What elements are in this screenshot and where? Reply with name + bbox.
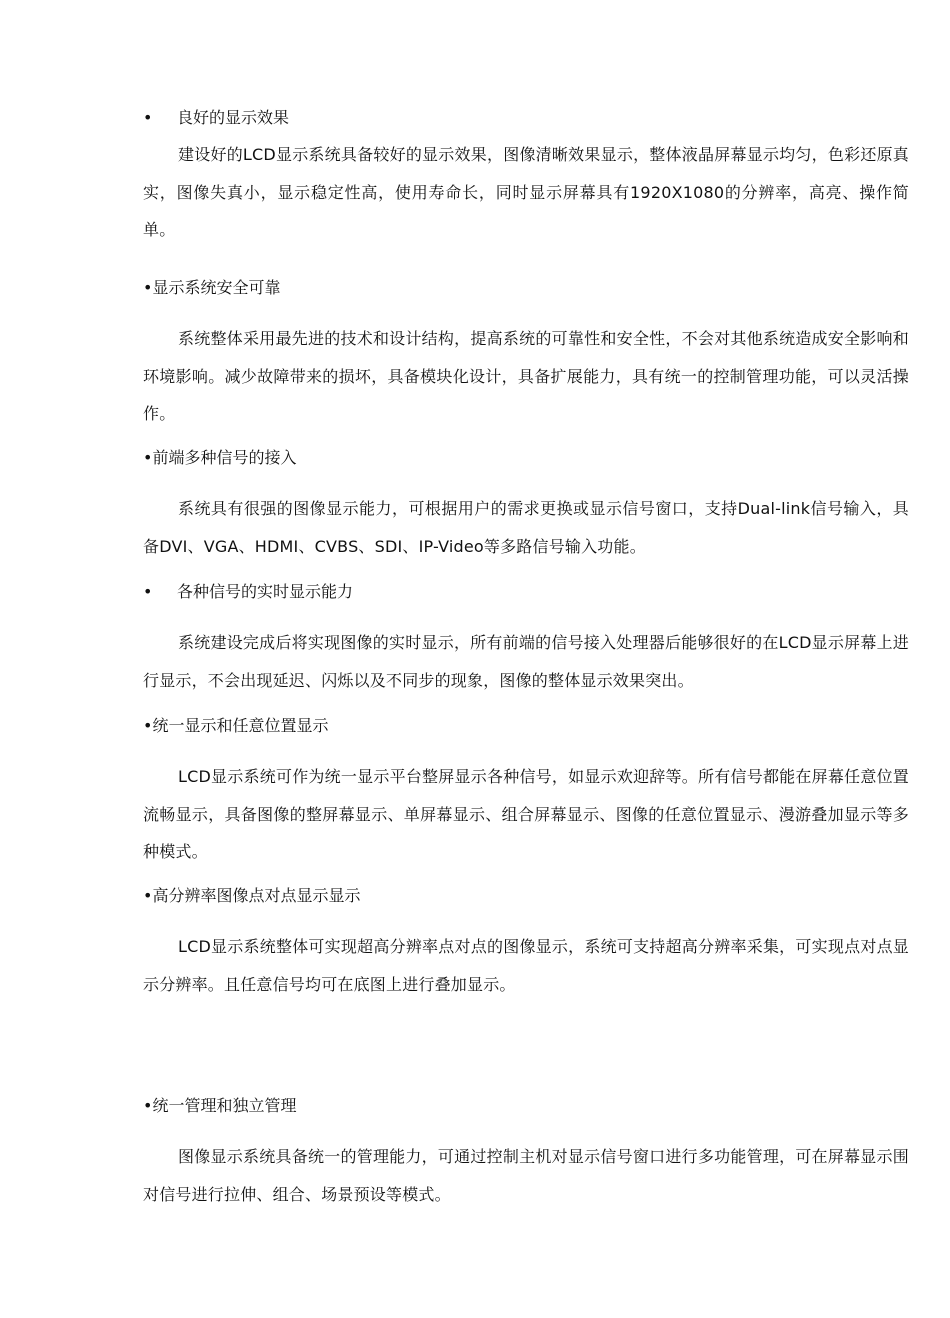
section-body: 系统具有很强的图像显示能力，可根据用户的需求更换或显示信号窗口，支持Dual-link信号输入，具备DVI、VGA、HDMI、CVBS、SDI、IP-Video等多路信号输入功能。 [143, 499, 909, 556]
section-unified-display [143, 714, 909, 871]
bullet-icon: • [143, 716, 153, 735]
section-heading [143, 714, 909, 738]
heading-text: 前端多种信号的接入 [152, 448, 297, 467]
section-body: 图像显示系统具备统一的管理能力，可通过控制主机对显示信号窗口进行多功能管理，可在屏幕显示围对信号进行拉伸、组合、场景预设等模式。 [143, 1147, 909, 1204]
bullet-icon: • [143, 278, 153, 297]
section-safe-reliable [143, 276, 909, 433]
bullet-icon: • [143, 108, 153, 127]
bullet-icon: • [143, 1096, 153, 1115]
section-good-display [143, 106, 909, 249]
bullet-icon: • [143, 448, 153, 467]
section-heading [143, 580, 909, 604]
heading-text: 各种信号的实时显示能力 [177, 582, 354, 601]
section-signal-input [143, 446, 909, 565]
section-high-resolution [143, 884, 909, 1003]
section-heading [143, 106, 909, 130]
section-body: LCD显示系统可作为统一显示平台整屏显示各种信号，如显示欢迎辞等。所有信号都能在屏幕任意位置流畅显示，具备图像的整屏幕显示、单屏幕显示、组合屏幕显示、图像的任意位置显示、漫游叠加显示等多种模式。 [143, 767, 909, 861]
heading-text: 显示系统安全可靠 [152, 278, 281, 297]
heading-text: 统一管理和独立管理 [152, 1096, 297, 1115]
section-heading [143, 276, 909, 300]
heading-text: 良好的显示效果 [177, 108, 290, 127]
section-heading [143, 446, 909, 470]
bullet-icon: • [143, 886, 153, 905]
section-realtime-display [143, 580, 909, 699]
heading-text: 统一显示和任意位置显示 [152, 716, 329, 735]
section-body: 系统建设完成后将实现图像的实时显示，所有前端的信号接入处理器后能够很好的在LCD显示屏幕上进行显示，不会出现延迟、闪烁以及不同步的现象，图像的整体显示效果突出。 [143, 633, 909, 690]
section-unified-management [143, 1094, 909, 1213]
section-heading [143, 884, 909, 908]
section-body: 建设好的LCD显示系统具备较好的显示效果，图像清晰效果显示，整体液晶屏幕显示均匀，色彩还原真实，图像失真小，显示稳定性高，使用寿命长，同时显示屏幕具有1920X1080的分辨率，高亮、操作简单。 [143, 145, 909, 239]
bullet-icon: • [143, 582, 153, 601]
heading-text: 高分辨率图像点对点显示显示 [152, 886, 361, 905]
section-heading [143, 1094, 909, 1118]
section-body: LCD显示系统整体可实现超高分辨率点对点的图像显示，系统可支持超高分辨率采集，可实现点对点显示分辨率。且任意信号均可在底图上进行叠加显示。 [143, 937, 909, 994]
section-body: 系统整体采用最先进的技术和设计结构，提高系统的可靠性和安全性，不会对其他系统造成安全影响和环境影响。减少故障带来的损坏，具备模块化设计，具备扩展能力，具有统一的控制管理功能，可以灵活操作。 [143, 329, 909, 423]
